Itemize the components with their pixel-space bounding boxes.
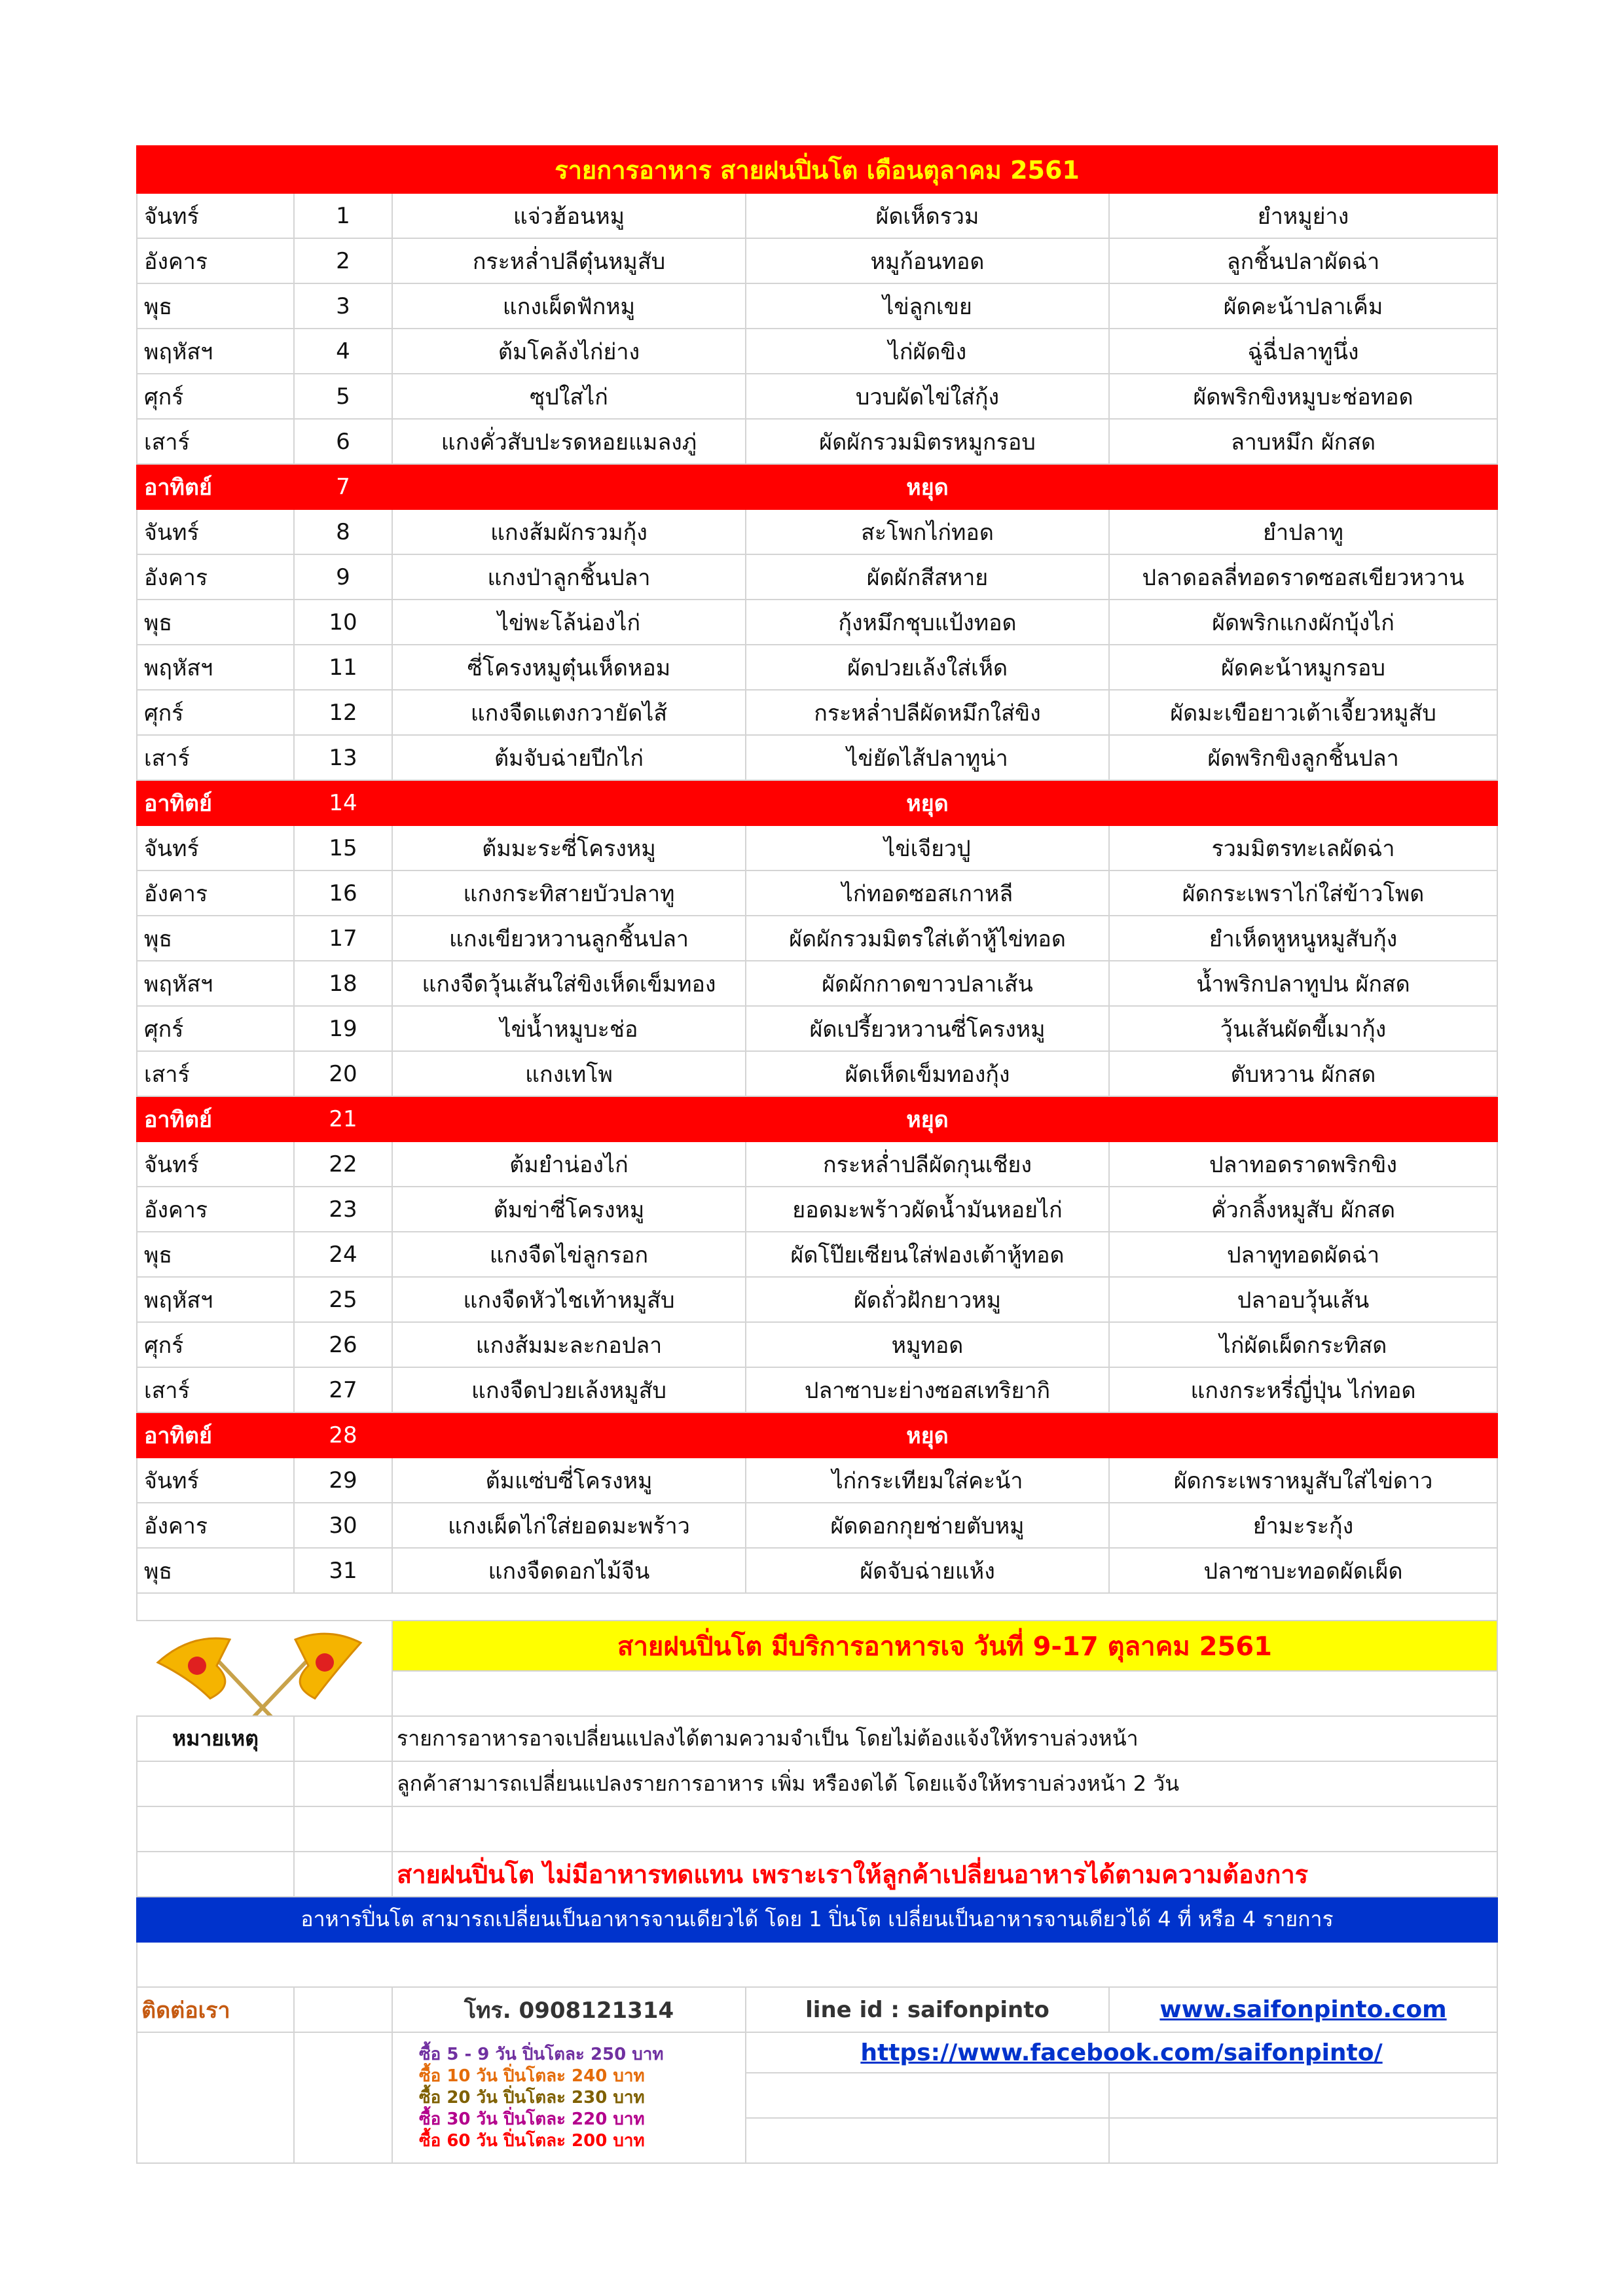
- dish-3-cell: ยำหมูย่าง: [1109, 193, 1497, 238]
- dish-3-cell: ผัดกระเพราหมูสับใส่ไข่ดาว: [1109, 1458, 1497, 1503]
- day-cell: พฤหัสฯ: [137, 645, 294, 690]
- day-cell: อาทิตย์: [137, 464, 294, 509]
- dish-2-cell: ยอดมะพร้าวผัดน้ำมันหอยไก่: [746, 1187, 1109, 1232]
- menu-row: [137, 645, 1497, 690]
- date-cell: 28: [294, 1412, 392, 1458]
- holiday-row: [137, 1412, 1497, 1458]
- holiday-blank-cell: [392, 1096, 746, 1141]
- dish-1-cell: แกงจืดวุ้นเส้นใส่ขิงเห็ดเข็มทอง: [392, 961, 746, 1006]
- dish-2-cell: ไก่กระเทียมใส่คะน้า: [746, 1458, 1109, 1503]
- dish-3-cell: ผัดมะเขือยาวเต้าเจี้ยวหมูสับ: [1109, 690, 1497, 735]
- dish-2-cell: ปลาซาบะย่างซอสเทริยากิ: [746, 1367, 1109, 1412]
- dish-1-cell: แกงจืดปวยเล้งหมูสับ: [392, 1367, 746, 1412]
- dish-2-cell: หมูทอด: [746, 1322, 1109, 1367]
- dish-3-cell: ลาบหมึก ผักสด: [1109, 419, 1497, 464]
- dish-2-cell: ผัดผักรวมมิตรหมูกรอบ: [746, 419, 1109, 464]
- date-cell: 25: [294, 1277, 392, 1322]
- day-cell: เสาร์: [137, 735, 294, 780]
- dish-1-cell: ซุปใสไก่: [392, 374, 746, 419]
- menu-row: [137, 961, 1497, 1006]
- dish-3-cell: ผัดกระเพราไก่ใส่ข้าวโพด: [1109, 870, 1497, 916]
- dish-3-cell: ผัดพริกขิงหมูบะช่อทอด: [1109, 374, 1497, 419]
- price-item: ซื้อ 30 วัน ปิ่นโตละ 220 บาท: [419, 2109, 645, 2129]
- day-cell: อังคาร: [137, 554, 294, 600]
- day-cell: อาทิตย์: [137, 780, 294, 825]
- dish-1-cell: ต้มโคล้งไก่ย่าง: [392, 329, 746, 374]
- holiday-blank-cell: [392, 464, 746, 509]
- menu-row: [137, 1548, 1497, 1593]
- day-cell: พุธ: [137, 916, 294, 961]
- dish-3-cell: ลูกชิ้นปลาผัดฉ่า: [1109, 238, 1497, 283]
- date-cell: 3: [294, 283, 392, 329]
- no-substitute-row: [137, 1852, 1497, 1897]
- dish-1-cell: แกงคั่วสับปะรดหอยแมลงภู่: [392, 419, 746, 464]
- day-cell: พุธ: [137, 1232, 294, 1277]
- contact-phone: โทร. 0908121314: [392, 1987, 746, 2032]
- dish-2-cell: ผัดผักกาดขาวปลาเส้น: [746, 961, 1109, 1006]
- dish-2-cell: ผัดเห็ดรวม: [746, 193, 1109, 238]
- menu-table: [136, 145, 1498, 1594]
- menu-row: [137, 374, 1497, 419]
- day-cell: พุธ: [137, 1548, 294, 1593]
- date-cell: 5: [294, 374, 392, 419]
- price-item: ซื้อ 20 วัน ปิ่นโตละ 230 บาท: [419, 2087, 645, 2108]
- day-cell: พฤหัสฯ: [137, 961, 294, 1006]
- menu-row: [137, 1232, 1497, 1277]
- date-cell: 2: [294, 238, 392, 283]
- day-cell: ศุกร์: [137, 1322, 294, 1367]
- day-cell: พฤหัสฯ: [137, 1277, 294, 1322]
- menu-row: [137, 1277, 1497, 1322]
- dish-1-cell: แกงจืดไข่ลูกรอก: [392, 1232, 746, 1277]
- holiday-row: [137, 464, 1497, 509]
- dish-1-cell: แกงจืดดอกไม้จีน: [392, 1548, 746, 1593]
- dish-2-cell: ผัดเปรี้ยวหวานซี่โครงหมู: [746, 1006, 1109, 1051]
- day-cell: อังคาร: [137, 1187, 294, 1232]
- vegetarian-row: [137, 1621, 1497, 1671]
- dish-2-cell: ผัดจับฉ่ายแห้ง: [746, 1548, 1109, 1593]
- dish-3-cell: ผัดคะน้าปลาเค็ม: [1109, 283, 1497, 329]
- day-cell: ศุกร์: [137, 1006, 294, 1051]
- date-cell: 20: [294, 1051, 392, 1096]
- dish-1-cell: ซี่โครงหมูตุ๋นเห็ดหอม: [392, 645, 746, 690]
- date-cell: 6: [294, 419, 392, 464]
- menu-row: [137, 1367, 1497, 1412]
- dish-3-cell: ยำมะระกุ้ง: [1109, 1503, 1497, 1548]
- dish-3-cell: ปลาอบวุ้นเส้น: [1109, 1277, 1497, 1322]
- date-cell: 30: [294, 1503, 392, 1548]
- dish-3-cell: ผัดพริกแกงผักบุ้งไก่: [1109, 600, 1497, 645]
- date-cell: 15: [294, 825, 392, 870]
- date-cell: 24: [294, 1232, 392, 1277]
- day-cell: อังคาร: [137, 870, 294, 916]
- title-row: [137, 146, 1497, 193]
- date-cell: 1: [294, 193, 392, 238]
- dish-1-cell: แกงเผ็ดไก่ใส่ยอดมะพร้าว: [392, 1503, 746, 1548]
- no-substitute-message: สายฝนปิ่นโต ไม่มีอาหารทดแทน เพราะเราให้ลูกค้าเปลี่ยนอาหารได้ตามความต้องการ: [392, 1852, 1497, 1897]
- price-item: ซื้อ 10 วัน ปิ่นโตละ 240 บาท: [419, 2066, 645, 2086]
- date-cell: 17: [294, 916, 392, 961]
- holiday-label: หยุด: [746, 464, 1109, 509]
- date-cell: 26: [294, 1322, 392, 1367]
- date-cell: 18: [294, 961, 392, 1006]
- dish-2-cell: ไข่ยัดไส้ปลาทูน่า: [746, 735, 1109, 780]
- date-cell: 29: [294, 1458, 392, 1503]
- dish-1-cell: แกงเทโพ: [392, 1051, 746, 1096]
- holiday-row: [137, 1096, 1497, 1141]
- day-cell: เสาร์: [137, 1367, 294, 1412]
- holiday-label: หยุด: [746, 1412, 1109, 1458]
- date-cell: 14: [294, 780, 392, 825]
- date-cell: 27: [294, 1367, 392, 1412]
- holiday-blank-cell: [392, 780, 746, 825]
- menu-row: [137, 509, 1497, 554]
- logo-cell: [137, 1621, 392, 1716]
- date-cell: 31: [294, 1548, 392, 1593]
- menu-row: [137, 554, 1497, 600]
- menu-row: [137, 1051, 1497, 1096]
- holiday-blank-cell: [1109, 464, 1497, 509]
- day-cell: เสาร์: [137, 1051, 294, 1096]
- single-dish-message: อาหารปิ่นโต สามารถเปลี่ยนเป็นอาหารจานเดียวได้ โดย 1 ปิ่นโต เปลี่ยนเป็นอาหารจานเดียวได้ 4 ที่ หรือ 4 รายการ: [137, 1897, 1497, 1942]
- dish-1-cell: แกงส้มมะละกอปลา: [392, 1322, 746, 1367]
- menu-sheet: [136, 145, 1497, 2164]
- menu-title: รายการอาหาร สายฝนปิ่นโต เดือนตุลาคม 2561: [137, 146, 1497, 193]
- dish-1-cell: ไข่พะโล้น่องไก่: [392, 600, 746, 645]
- date-cell: 12: [294, 690, 392, 735]
- day-cell: จันทร์: [137, 1458, 294, 1503]
- dish-1-cell: กระหล่ำปลีตุ๋นหมูสับ: [392, 238, 746, 283]
- dish-2-cell: กระหล่ำปลีผัดหมึกใส่ขิง: [746, 690, 1109, 735]
- dish-2-cell: ผัดดอกกุยช่ายตับหมู: [746, 1503, 1109, 1548]
- dish-3-cell: ปลาซาบะทอดผัดเผ็ด: [1109, 1548, 1497, 1593]
- day-cell: พุธ: [137, 600, 294, 645]
- date-cell: 13: [294, 735, 392, 780]
- dish-3-cell: วุ้นเส้นผัดขี้เมากุ้ง: [1109, 1006, 1497, 1051]
- date-cell: 10: [294, 600, 392, 645]
- contact-row: [137, 1987, 1497, 2032]
- dish-3-cell: แกงกระหรี่ญี่ปุ่น ไก่ทอด: [1109, 1367, 1497, 1412]
- dish-2-cell: ผัดโป๊ยเซียนใส่ฟองเต้าหู้ทอด: [746, 1232, 1109, 1277]
- note-row-2: [137, 1761, 1497, 1806]
- dish-1-cell: แกงกระทิสายบัวปลาทู: [392, 870, 746, 916]
- menu-row: [137, 1006, 1497, 1051]
- day-cell: จันทร์: [137, 193, 294, 238]
- dish-3-cell: ปลาทูทอดผัดฉ่า: [1109, 1232, 1497, 1277]
- dish-2-cell: หมูก้อนทอด: [746, 238, 1109, 283]
- dish-1-cell: แกงส้มผักรวมกุ้ง: [392, 509, 746, 554]
- footer-table: [136, 1594, 1498, 2164]
- dish-3-cell: ยำเห็ดหูหนูหมูสับกุ้ง: [1109, 916, 1497, 961]
- holiday-blank-cell: [1109, 1412, 1497, 1458]
- menu-row: [137, 1458, 1497, 1503]
- dish-1-cell: แกงเขียวหวานลูกชิ้นปลา: [392, 916, 746, 961]
- dish-1-cell: แกงเผ็ดฟักหมู: [392, 283, 746, 329]
- date-cell: 9: [294, 554, 392, 600]
- dish-2-cell: บวบผัดไข่ใส่กุ้ง: [746, 374, 1109, 419]
- dish-2-cell: ผัดเห็ดเข็มทองกุ้ง: [746, 1051, 1109, 1096]
- dish-1-cell: แกงป่าลูกชิ้นปลา: [392, 554, 746, 600]
- date-cell: 16: [294, 870, 392, 916]
- menu-row: [137, 825, 1497, 870]
- vegetarian-banner: สายฝนปิ่นโต มีบริการอาหารเจ วันที่ 9-17 ตุลาคม 2561: [392, 1621, 1497, 1671]
- facebook-link[interactable]: https://www.facebook.com/saifonpinto/: [746, 2032, 1497, 2073]
- dish-3-cell: รวมมิตรทะเลผัดฉ่า: [1109, 825, 1497, 870]
- crossed-flags-logo: [151, 1626, 367, 1716]
- date-cell: 22: [294, 1141, 392, 1187]
- day-cell: ศุกร์: [137, 374, 294, 419]
- dish-3-cell: ผัดพริกขิงลูกชิ้นปลา: [1109, 735, 1497, 780]
- dish-3-cell: ปลาดอลลี่ทอดราดซอสเขียวหวาน: [1109, 554, 1497, 600]
- dish-2-cell: ผัดผักสีสหาย: [746, 554, 1109, 600]
- menu-row: [137, 238, 1497, 283]
- menu-row: [137, 1187, 1497, 1232]
- dish-2-cell: สะโพกไก่ทอด: [746, 509, 1109, 554]
- date-cell: 19: [294, 1006, 392, 1051]
- dish-1-cell: ต้มจับฉ่ายปีกไก่: [392, 735, 746, 780]
- dish-1-cell: ไข่น้ำหมูบะช่อ: [392, 1006, 746, 1051]
- dish-2-cell: ไก่ผัดขิง: [746, 329, 1109, 374]
- dish-2-cell: ไข่ลูกเขย: [746, 283, 1109, 329]
- dish-1-cell: ต้มแซ่บซี่โครงหมู: [392, 1458, 746, 1503]
- holiday-blank-cell: [1109, 1096, 1497, 1141]
- day-cell: อังคาร: [137, 238, 294, 283]
- dish-2-cell: ผัดปวยเล้งใส่เห็ด: [746, 645, 1109, 690]
- price-list: [392, 2032, 746, 2163]
- day-cell: จันทร์: [137, 825, 294, 870]
- menu-row: [137, 419, 1497, 464]
- dish-3-cell: ผัดคะน้าหมูกรอบ: [1109, 645, 1497, 690]
- day-cell: อาทิตย์: [137, 1096, 294, 1141]
- dish-3-cell: ฉู่ฉี่ปลาทูนึ่ง: [1109, 329, 1497, 374]
- dish-2-cell: กระหล่ำปลีผัดกุนเชียง: [746, 1141, 1109, 1187]
- holiday-blank-cell: [1109, 780, 1497, 825]
- day-cell: พฤหัสฯ: [137, 329, 294, 374]
- menu-row: [137, 870, 1497, 916]
- menu-row: [137, 1141, 1497, 1187]
- date-cell: 23: [294, 1187, 392, 1232]
- holiday-label: หยุด: [746, 780, 1109, 825]
- day-cell: เสาร์: [137, 419, 294, 464]
- dish-3-cell: ปลาทอดราดพริกขิง: [1109, 1141, 1497, 1187]
- date-cell: 11: [294, 645, 392, 690]
- day-cell: จันทร์: [137, 1141, 294, 1187]
- price-facebook-row: [137, 2032, 1497, 2073]
- holiday-blank-cell: [392, 1412, 746, 1458]
- date-cell: 8: [294, 509, 392, 554]
- price-item: ซื้อ 60 วัน ปิ่นโตละ 200 บาท: [419, 2130, 645, 2151]
- note-label: หมายเหตุ: [137, 1716, 294, 1761]
- day-cell: อาทิตย์: [137, 1412, 294, 1458]
- dish-1-cell: แกงจืดหัวไชเท้าหมูสับ: [392, 1277, 746, 1322]
- day-cell: พุธ: [137, 283, 294, 329]
- day-cell: ศุกร์: [137, 690, 294, 735]
- menu-row: [137, 283, 1497, 329]
- menu-row: [137, 329, 1497, 374]
- dish-3-cell: ไก่ผัดเผ็ดกระทิสด: [1109, 1322, 1497, 1367]
- note-row-1: [137, 1716, 1497, 1761]
- dish-2-cell: ไข่เจียวปู: [746, 825, 1109, 870]
- dish-1-cell: แจ่วฮ้อนหมู: [392, 193, 746, 238]
- day-cell: อังคาร: [137, 1503, 294, 1548]
- note-line-1: รายการอาหารอาจเปลี่ยนแปลงได้ตามความจำเป็น โดยไม่ต้องแจ้งให้ทราบล่วงหน้า: [392, 1716, 1497, 1761]
- contact-label: ติดต่อเรา: [137, 1987, 294, 2032]
- menu-row: [137, 193, 1497, 238]
- dish-3-cell: ตับหวาน ผักสด: [1109, 1051, 1497, 1096]
- dish-3-cell: ยำปลาทู: [1109, 509, 1497, 554]
- date-cell: 7: [294, 464, 392, 509]
- holiday-label: หยุด: [746, 1096, 1109, 1141]
- single-dish-row: [137, 1897, 1497, 1942]
- price-item: ซื้อ 5 - 9 วัน ปิ่นโตละ 250 บาท: [419, 2044, 664, 2064]
- website-link[interactable]: www.saifonpinto.com: [1109, 1987, 1497, 2032]
- dish-2-cell: ผัดถั่วฝักยาวหมู: [746, 1277, 1109, 1322]
- dish-1-cell: ต้มยำน่องไก่: [392, 1141, 746, 1187]
- menu-row: [137, 916, 1497, 961]
- dish-2-cell: กุ้งหมึกชุบแป้งทอด: [746, 600, 1109, 645]
- menu-row: [137, 1503, 1497, 1548]
- dish-1-cell: แกงจืดแตงกวายัดไส้: [392, 690, 746, 735]
- contact-line-id: line id : saifonpinto: [746, 1987, 1109, 2032]
- dish-1-cell: ต้มมะระซี่โครงหมู: [392, 825, 746, 870]
- note-line-2: ลูกค้าสามารถเปลี่ยนแปลงรายการอาหาร เพิ่ม หรืองดได้ โดยแจ้งให้ทราบล่วงหน้า 2 วัน: [392, 1761, 1497, 1806]
- dish-3-cell: คั่วกลิ้งหมูสับ ผักสด: [1109, 1187, 1497, 1232]
- dish-2-cell: ไก่ทอดซอสเกาหลี: [746, 870, 1109, 916]
- menu-row: [137, 690, 1497, 735]
- menu-row: [137, 735, 1497, 780]
- day-cell: จันทร์: [137, 509, 294, 554]
- menu-row: [137, 600, 1497, 645]
- dish-2-cell: ผัดผักรวมมิตรใส่เต้าหู้ไข่ทอด: [746, 916, 1109, 961]
- date-cell: 4: [294, 329, 392, 374]
- menu-row: [137, 1322, 1497, 1367]
- dish-1-cell: ต้มข่าซี่โครงหมู: [392, 1187, 746, 1232]
- date-cell: 21: [294, 1096, 392, 1141]
- holiday-row: [137, 780, 1497, 825]
- dish-3-cell: น้ำพริกปลาทูปน ผักสด: [1109, 961, 1497, 1006]
